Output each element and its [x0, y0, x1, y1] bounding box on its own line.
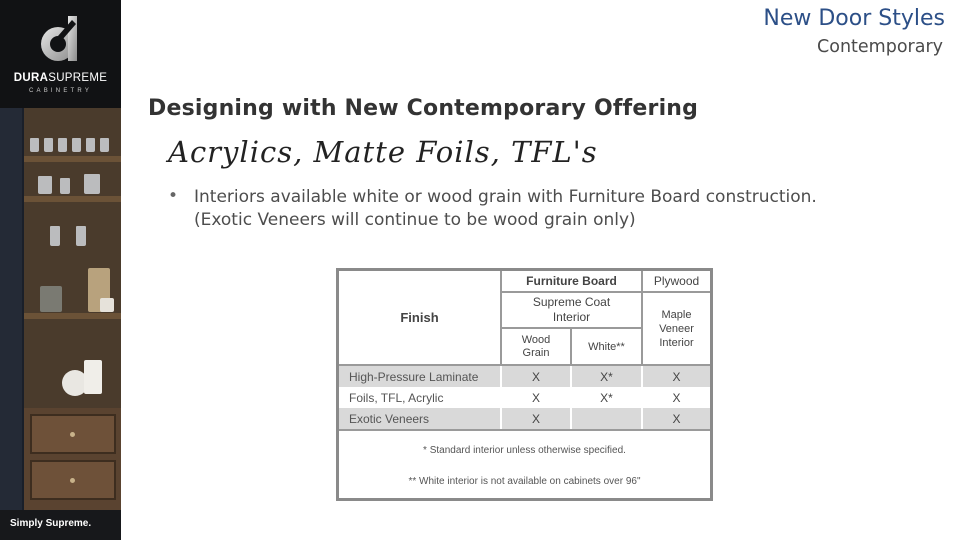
table-cell: X* [600, 370, 613, 384]
glass [84, 174, 100, 194]
logo-area [0, 0, 121, 108]
glass [44, 138, 53, 152]
table-cell: X [531, 412, 540, 426]
bullet-text: Interiors available white or wood grain with Furniture Board construction. (Exotic Veneers will continue to be wood grain only) [194, 187, 817, 230]
header-finish: Finish [400, 310, 439, 325]
glass [30, 138, 39, 152]
glass [50, 226, 60, 246]
script-heading: Acrylics, Matte Foils, TFL's [168, 135, 598, 169]
table-cell: X [531, 391, 540, 405]
kitchen-photo [0, 108, 121, 510]
shelf [24, 313, 121, 319]
pitcher [84, 360, 102, 394]
header-white: White** [588, 340, 625, 353]
glass [100, 138, 109, 152]
table-row-label: Foils, TFL, Acrylic [349, 391, 444, 405]
grid-line [339, 429, 710, 431]
supreme-coat-line: Supreme Coat [532, 295, 611, 309]
jar [40, 286, 62, 312]
interior-options-table [336, 268, 713, 501]
brand-name-bold: DURA [13, 72, 49, 84]
maple-line: Maple [661, 308, 692, 321]
dura-supreme-logo-icon [36, 14, 86, 64]
tagline: Simply Supreme. [10, 518, 92, 529]
page-title: New Door Styles [763, 6, 945, 31]
brand-name-light: SUPREME [48, 72, 108, 84]
bullet-marker: • [168, 186, 179, 206]
cabinet-door [0, 108, 24, 510]
brand-name [0, 72, 121, 84]
wood-grain-line: Wood [521, 333, 551, 346]
header-maple-veneer [643, 293, 710, 364]
table-cell: X [672, 370, 681, 384]
table-row-label: High-Pressure Laminate [349, 370, 479, 384]
page-subtitle: Contemporary [817, 37, 943, 57]
table-row-label: Exotic Veneers [349, 412, 430, 426]
wood-grain-line: Grain [522, 346, 550, 359]
cabinet-interior [24, 108, 121, 408]
header-plywood: Plywood [653, 274, 700, 288]
maple-line: Interior [659, 336, 694, 349]
footnote-white: ** White interior is not available on cabinets over 96" [408, 476, 641, 487]
table-cell: X [672, 391, 681, 405]
knob [70, 478, 75, 483]
header-wood-grain [502, 329, 570, 364]
brand-sub: CABINETRY [28, 88, 93, 94]
shelf [24, 196, 121, 202]
glass [86, 138, 95, 152]
brand-sidebar [0, 0, 121, 540]
glass [60, 178, 70, 194]
header-furniture-board: Furniture Board [526, 274, 617, 288]
header-supreme-coat [502, 293, 641, 327]
table-cell: X [531, 370, 540, 384]
section-heading: Designing with New Contemporary Offering [148, 96, 699, 121]
shelf [24, 156, 121, 162]
glass [76, 226, 86, 246]
supreme-coat-line: Interior [552, 310, 591, 324]
glass [38, 176, 52, 194]
footnote-standard: * Standard interior unless otherwise specified. [423, 445, 626, 456]
glass [58, 138, 67, 152]
jar [100, 298, 114, 312]
table-cell: X [672, 412, 681, 426]
maple-line: Veneer [659, 322, 694, 335]
table-cell: X* [600, 391, 613, 405]
glass [72, 138, 81, 152]
knob [70, 432, 75, 437]
